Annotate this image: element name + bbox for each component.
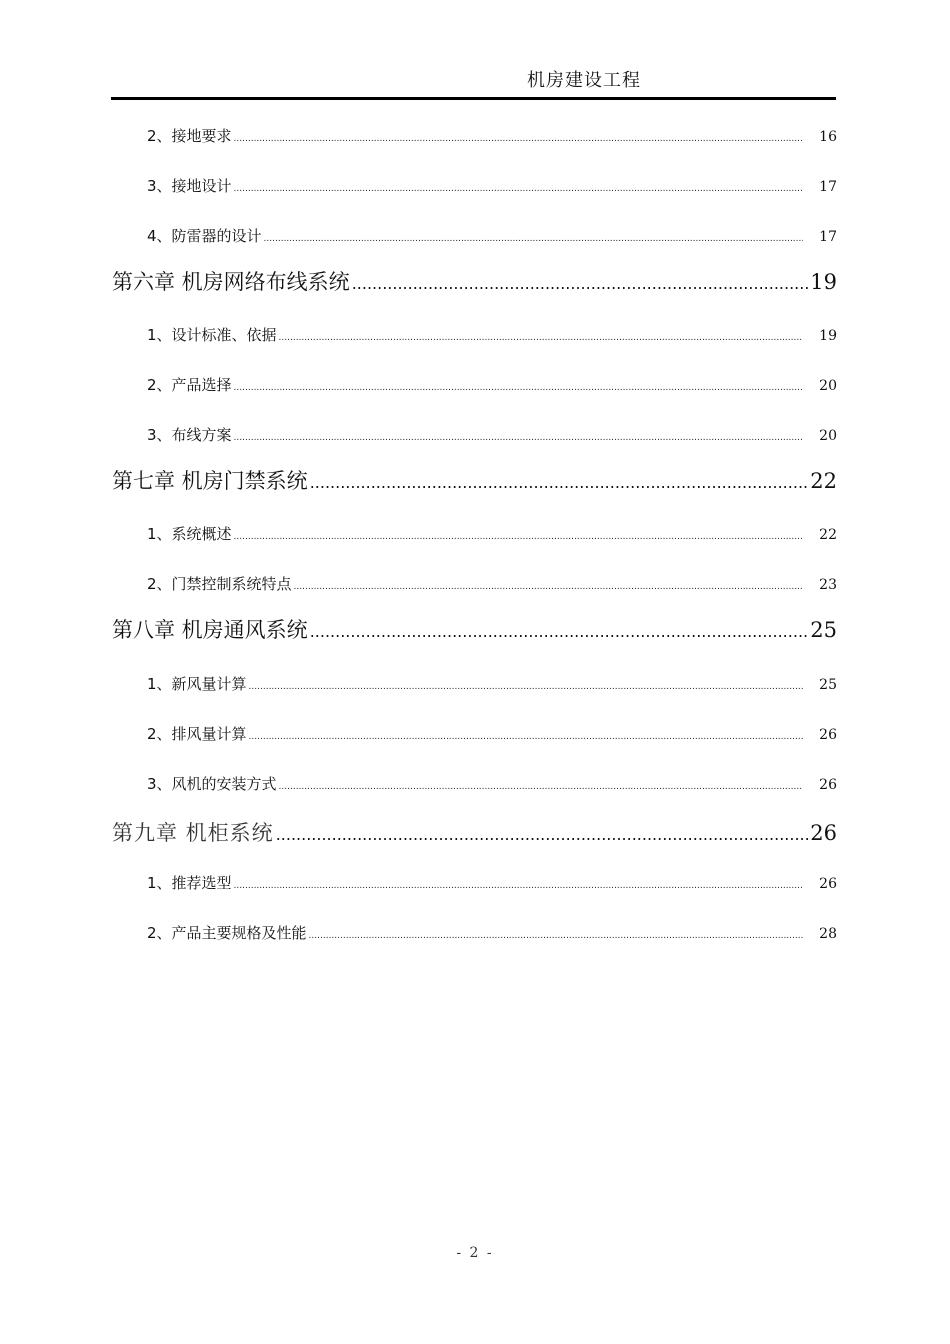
toc-entry[interactable]: [147, 374, 837, 396]
toc-entry-page: 25: [819, 677, 837, 693]
toc-leader-dots: [234, 874, 803, 892]
toc-leader-dots: [294, 575, 803, 593]
toc-entry-page: 26: [819, 777, 837, 793]
toc-entry-label: 1、推荐选型: [147, 874, 232, 892]
toc-chapter-entry[interactable]: [112, 817, 837, 845]
toc-entry-page: 26: [819, 727, 837, 743]
toc-leader-dots: [234, 525, 803, 543]
toc-entry-page: 20: [819, 378, 837, 394]
toc-entry[interactable]: [147, 225, 837, 247]
toc-entry-page: 26: [819, 876, 837, 892]
toc-entry[interactable]: [147, 424, 837, 446]
toc-entry-label: 1、设计标准、依据: [147, 326, 277, 344]
toc-leader-dots: [264, 227, 803, 245]
toc-entry-label: 2、产品主要规格及性能: [147, 924, 307, 942]
toc-entry-page: 17: [819, 229, 837, 245]
toc-entry-label: 3、风机的安装方式: [147, 775, 277, 793]
toc-entry-page: 20: [819, 428, 837, 444]
toc-chapter-entry[interactable]: [112, 465, 837, 493]
toc-entry[interactable]: [147, 573, 837, 595]
toc-chapter-entry[interactable]: [112, 266, 837, 294]
page-number: - 2 -: [456, 1245, 494, 1261]
toc-chapter-page: 19: [810, 270, 837, 294]
running-header-title: 机房建设工程: [527, 70, 641, 91]
toc-entry-page: 28: [819, 926, 837, 942]
toc-entry-page: 22: [819, 527, 837, 543]
toc-leader-dots: [276, 821, 809, 845]
toc-leader-dots: [234, 177, 803, 195]
toc-leader-dots: [234, 376, 803, 394]
toc-entry-label: 1、系统概述: [147, 525, 232, 543]
toc-chapter-page: 22: [810, 469, 837, 493]
toc-entry-page: 16: [819, 129, 837, 145]
toc-chapter-page: 25: [810, 618, 837, 642]
toc-entry[interactable]: [147, 175, 837, 197]
toc-leader-dots: [352, 270, 809, 294]
toc-entry-label: 2、门禁控制系统特点: [147, 575, 292, 593]
toc-chapter-label: 第八章 机房通风系统: [112, 618, 308, 642]
toc-chapter-label: 第七章 机房门禁系统: [112, 469, 308, 493]
toc-entry[interactable]: [147, 673, 837, 695]
toc-leader-dots: [249, 725, 803, 743]
toc-leader-dots: [310, 469, 809, 493]
toc-chapter-page: 26: [810, 821, 837, 845]
toc-entry[interactable]: [147, 723, 837, 745]
toc-leader-dots: [279, 775, 803, 793]
toc-entry-label: 2、产品选择: [147, 376, 232, 394]
toc-entry[interactable]: [147, 523, 837, 545]
toc-entry[interactable]: [147, 872, 837, 894]
toc-entry-label: 2、排风量计算: [147, 725, 247, 743]
toc-leader-dots: [279, 326, 803, 344]
toc-entry-label: 2、接地要求: [147, 127, 232, 145]
toc-entry-label: 3、接地设计: [147, 177, 232, 195]
toc-chapter-label: 第六章 机房网络布线系统: [112, 270, 350, 294]
toc-entry-page: 17: [819, 179, 837, 195]
header-rule: [111, 97, 836, 100]
toc-entry-label: 1、新风量计算: [147, 675, 247, 693]
toc-chapter-entry[interactable]: [112, 614, 837, 642]
toc-leader-dots: [309, 924, 803, 942]
toc-entry[interactable]: [147, 125, 837, 147]
toc-entry[interactable]: [147, 773, 837, 795]
toc-entry-page: 23: [819, 577, 837, 593]
toc-entry-page: 19: [819, 328, 837, 344]
toc-entry[interactable]: [147, 324, 837, 346]
toc-leader-dots: [249, 675, 803, 693]
toc-leader-dots: [234, 426, 803, 444]
toc-chapter-label: 第九章 机柜系统: [112, 821, 274, 845]
toc-entry-label: 4、防雷器的设计: [147, 227, 262, 245]
toc-entry[interactable]: [147, 922, 837, 944]
toc-leader-dots: [310, 618, 809, 642]
toc-leader-dots: [234, 127, 803, 145]
toc-entry-label: 3、布线方案: [147, 426, 232, 444]
